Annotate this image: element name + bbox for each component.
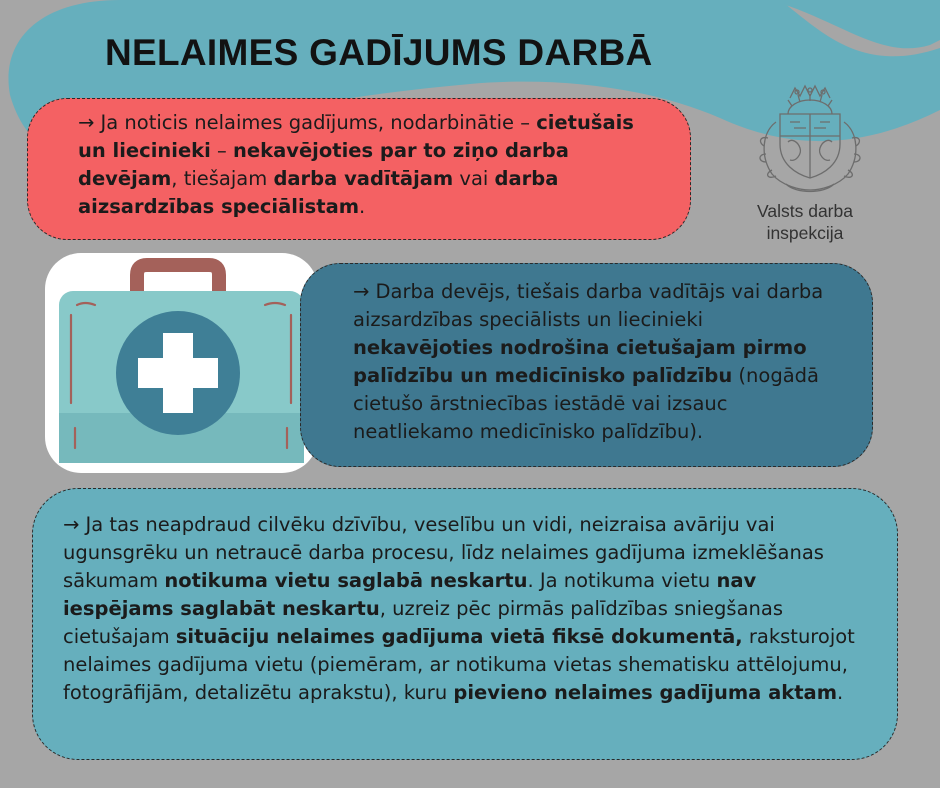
info-box-scene-preservation-text xyxy=(63,511,873,707)
body-text: , uzreiz pēc pirmās palīdzības sniegšanas cietušajam xyxy=(63,597,783,648)
body-text: . xyxy=(359,195,366,218)
emphasis-text: pievieno nelaimes gadījuma aktam xyxy=(453,681,838,704)
body-text: → Ja tas neapdraud cilvēku dzīvību, veselību un vidi, neizraisa avāriju vai ugunsgrēku un netraucē darba procesu, līdz nelaimes gadījuma izmeklēšanas sākumam xyxy=(63,513,824,592)
body-text: vai xyxy=(453,167,495,190)
logo-line-2: inspekcija xyxy=(766,223,844,243)
first-aid-kit-card xyxy=(45,253,318,473)
first-aid-kit-icon xyxy=(45,253,318,473)
emphasis-text: nekavējoties par to ziņo darba devējam xyxy=(78,139,569,190)
body-text: → Darba devējs, tiešais darba vadītājs vai darba aizsardzības speciālists un liecinieki xyxy=(353,280,824,331)
emphasis-text: nav iespējams saglabāt neskartu xyxy=(63,569,757,620)
emphasis-text: darba vadītājam xyxy=(273,167,454,190)
body-text: → Ja noticis nelaimes gadījums, nodarbinātie – xyxy=(78,111,537,134)
page-title: NELAIMES GADĪJUMS DARBĀ xyxy=(105,32,653,73)
body-text: , tiešajam xyxy=(171,167,274,190)
emphasis-text: darba aizsardzības speciālistam xyxy=(78,167,559,218)
emphasis-text: notikuma vietu saglabā neskartu xyxy=(164,569,528,592)
emphasis-text: situāciju nelaimes gadījuma vietā fiksē dokumentā, xyxy=(175,625,743,648)
info-box-first-aid xyxy=(300,263,873,467)
body-text: . xyxy=(837,681,844,704)
body-text: . Ja notikuma vietu xyxy=(527,569,717,592)
body-text: raksturojot nelaimes gadījuma vietu (piemēram, ar notikuma vietas shematisku attēlojumu, fotogrāfijām, detalizētu aprakstu), kuru xyxy=(63,625,855,704)
body-text: – xyxy=(210,139,233,162)
emphasis-text: nekavējoties nodrošina cietušajam pirmo palīdzību un medicīnisko palīdzību xyxy=(353,336,807,387)
info-box-first-aid-text xyxy=(353,278,844,446)
info-box-report-text xyxy=(78,109,650,221)
info-box-report xyxy=(27,98,691,240)
logo-line-1: Valsts darba xyxy=(757,201,853,221)
body-text: (nogādā cietušo ārstniecības iestādē vai izsauc neatliekamo medicīnisko palīdzību). xyxy=(353,364,819,443)
info-box-scene-preservation xyxy=(32,488,898,760)
logo-text xyxy=(740,200,870,244)
emphasis-text: cietušais un liecinieki xyxy=(78,111,634,162)
